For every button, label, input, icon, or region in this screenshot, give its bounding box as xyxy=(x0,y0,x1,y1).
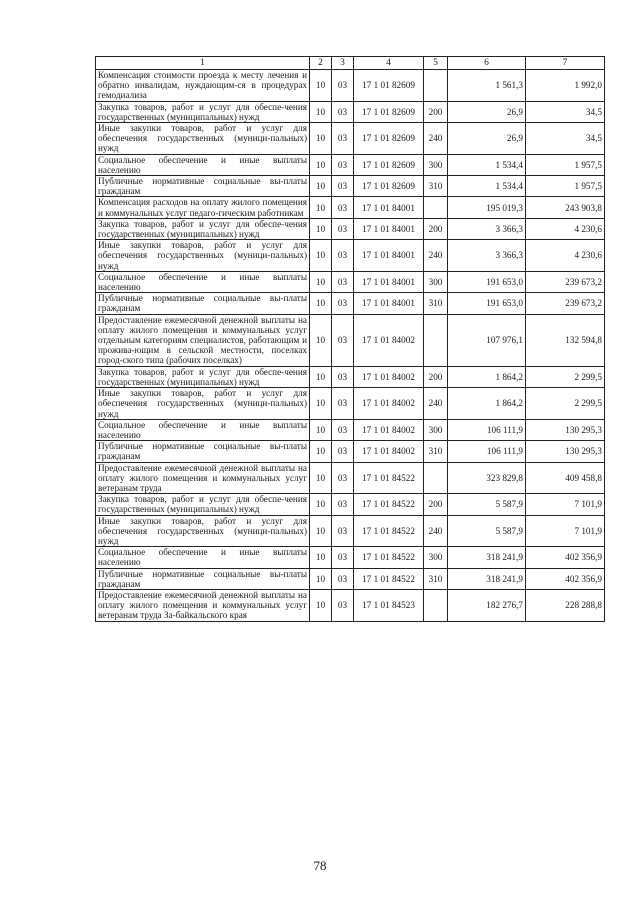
amount-cell: 182 276,7 xyxy=(448,589,526,621)
amount-cell: 228 288,8 xyxy=(526,589,605,621)
section-code-cell: 10 xyxy=(310,154,332,175)
expense-type-cell xyxy=(424,462,448,494)
table-row xyxy=(96,314,605,366)
amount-cell: 1 992,0 xyxy=(526,70,605,102)
section-code-cell: 10 xyxy=(310,441,332,462)
amount-cell: 4 230,6 xyxy=(526,218,605,239)
section-code-cell: 10 xyxy=(310,293,332,314)
table-row xyxy=(96,123,605,155)
section-code-cell: 10 xyxy=(310,101,332,122)
amount-cell: 239 673,2 xyxy=(526,293,605,314)
amount-cell: 130 295,3 xyxy=(526,419,605,440)
table-row xyxy=(96,366,605,387)
table-row xyxy=(96,176,605,197)
amount-cell: 1 561,3 xyxy=(448,70,526,102)
target-article-cell: 17 1 01 84522 xyxy=(354,515,424,547)
expense-name-cell: Публичные нормативные социальные вы-платы гражданам xyxy=(96,568,310,589)
subsection-code-cell: 03 xyxy=(332,271,354,292)
amount-cell: 191 653,0 xyxy=(448,271,526,292)
column-header: 1 xyxy=(96,57,310,70)
expense-type-cell: 240 xyxy=(424,123,448,155)
table-row xyxy=(96,240,605,272)
table-row xyxy=(96,547,605,568)
expense-type-cell: 310 xyxy=(424,293,448,314)
section-code-cell: 10 xyxy=(310,176,332,197)
amount-cell: 130 295,3 xyxy=(526,441,605,462)
target-article-cell: 17 1 01 84001 xyxy=(354,293,424,314)
expense-name-cell: Иные закупки товаров, работ и услуг для обеспечения государственных (муници-пальных) нужд xyxy=(96,388,310,420)
table-row xyxy=(96,441,605,462)
subsection-code-cell: 03 xyxy=(332,568,354,589)
amount-cell: 2 299,5 xyxy=(526,366,605,387)
subsection-code-cell: 03 xyxy=(332,218,354,239)
target-article-cell: 17 1 01 82609 xyxy=(354,101,424,122)
expense-name-cell: Предоставление ежемесячной денежной выплаты на оплату жилого помещения и коммунальных услуг отдельным категориям специалистов, работающим и прожива-ющим в сельской местности, поселках город-ского типа (рабочих поселках) xyxy=(96,314,310,366)
target-article-cell: 17 1 01 82609 xyxy=(354,123,424,155)
amount-cell: 1 534,4 xyxy=(448,176,526,197)
subsection-code-cell: 03 xyxy=(332,314,354,366)
section-code-cell: 10 xyxy=(310,589,332,621)
expense-type-cell: 310 xyxy=(424,441,448,462)
expense-type-cell: 240 xyxy=(424,515,448,547)
target-article-cell: 17 1 01 84002 xyxy=(354,314,424,366)
expense-name-cell: Компенсация расходов на оплату жилого помещения и коммунальных услуг педаго-гическим работникам xyxy=(96,197,310,218)
table-row xyxy=(96,462,605,494)
expense-type-cell: 300 xyxy=(424,271,448,292)
expense-type-cell: 300 xyxy=(424,154,448,175)
target-article-cell: 17 1 01 84001 xyxy=(354,271,424,292)
subsection-code-cell: 03 xyxy=(332,441,354,462)
amount-cell: 5 587,9 xyxy=(448,494,526,515)
amount-cell: 3 366,3 xyxy=(448,240,526,272)
subsection-code-cell: 03 xyxy=(332,494,354,515)
amount-cell: 106 111,9 xyxy=(448,419,526,440)
amount-cell: 243 903,8 xyxy=(526,197,605,218)
target-article-cell: 17 1 01 84002 xyxy=(354,419,424,440)
section-code-cell: 10 xyxy=(310,515,332,547)
expense-name-cell: Публичные нормативные социальные вы-платы гражданам xyxy=(96,293,310,314)
expense-name-cell: Закупка товаров, работ и услуг для обеспе-чения государственных (муниципальных) нужд xyxy=(96,101,310,122)
expense-type-cell: 240 xyxy=(424,240,448,272)
subsection-code-cell: 03 xyxy=(332,176,354,197)
expense-type-cell xyxy=(424,314,448,366)
expense-name-cell: Закупка товаров, работ и услуг для обеспе-чения государственных (муниципальных) нужд xyxy=(96,494,310,515)
expense-type-cell xyxy=(424,589,448,621)
target-article-cell: 17 1 01 82609 xyxy=(354,70,424,102)
expense-name-cell: Социальное обеспечение и иные выплаты населению xyxy=(96,271,310,292)
section-code-cell: 10 xyxy=(310,419,332,440)
expense-name-cell: Публичные нормативные социальные вы-платы гражданам xyxy=(96,441,310,462)
table-body xyxy=(96,70,605,622)
amount-cell: 26,9 xyxy=(448,101,526,122)
amount-cell: 26,9 xyxy=(448,123,526,155)
section-code-cell: 10 xyxy=(310,123,332,155)
amount-cell: 318 241,9 xyxy=(448,568,526,589)
amount-cell: 107 976,1 xyxy=(448,314,526,366)
subsection-code-cell: 03 xyxy=(332,388,354,420)
expense-name-cell: Социальное обеспечение и иные выплаты населению xyxy=(96,154,310,175)
amount-cell: 323 829,8 xyxy=(448,462,526,494)
expense-type-cell: 300 xyxy=(424,419,448,440)
expense-name-cell: Компенсация стоимости проезда к месту лечения и обратно инвалидам, нуждающим-ся в процедурах гемодиализа xyxy=(96,70,310,102)
amount-cell: 1 864,2 xyxy=(448,366,526,387)
table-row xyxy=(96,293,605,314)
amount-cell: 402 356,9 xyxy=(526,568,605,589)
amount-cell: 4 230,6 xyxy=(526,240,605,272)
table-row xyxy=(96,494,605,515)
expense-type-cell xyxy=(424,197,448,218)
target-article-cell: 17 1 01 84001 xyxy=(354,197,424,218)
target-article-cell: 17 1 01 84522 xyxy=(354,494,424,515)
subsection-code-cell: 03 xyxy=(332,101,354,122)
subsection-code-cell: 03 xyxy=(332,589,354,621)
amount-cell: 5 587,9 xyxy=(448,515,526,547)
column-header: 4 xyxy=(354,57,424,70)
section-code-cell: 10 xyxy=(310,197,332,218)
target-article-cell: 17 1 01 82609 xyxy=(354,154,424,175)
section-code-cell: 10 xyxy=(310,70,332,102)
column-header: 5 xyxy=(424,57,448,70)
amount-cell: 402 356,9 xyxy=(526,547,605,568)
section-code-cell: 10 xyxy=(310,366,332,387)
expense-type-cell: 200 xyxy=(424,366,448,387)
expense-type-cell: 240 xyxy=(424,388,448,420)
amount-cell: 409 458,8 xyxy=(526,462,605,494)
expense-type-cell: 200 xyxy=(424,494,448,515)
amount-cell: 2 299,5 xyxy=(526,388,605,420)
target-article-cell: 17 1 01 84002 xyxy=(354,441,424,462)
subsection-code-cell: 03 xyxy=(332,366,354,387)
document-page xyxy=(95,56,604,622)
table-row xyxy=(96,388,605,420)
subsection-code-cell: 03 xyxy=(332,240,354,272)
section-code-cell: 10 xyxy=(310,271,332,292)
subsection-code-cell: 03 xyxy=(332,197,354,218)
amount-cell: 1 864,2 xyxy=(448,388,526,420)
target-article-cell: 17 1 01 84522 xyxy=(354,547,424,568)
column-header: 7 xyxy=(526,57,605,70)
expense-name-cell: Социальное обеспечение и иные выплаты населению xyxy=(96,547,310,568)
expense-type-cell: 300 xyxy=(424,547,448,568)
target-article-cell: 17 1 01 84001 xyxy=(354,218,424,239)
expense-name-cell: Социальное обеспечение и иные выплаты населению xyxy=(96,419,310,440)
amount-cell: 1 957,5 xyxy=(526,154,605,175)
section-code-cell: 10 xyxy=(310,314,332,366)
amount-cell: 106 111,9 xyxy=(448,441,526,462)
section-code-cell: 10 xyxy=(310,568,332,589)
column-header: 3 xyxy=(332,57,354,70)
amount-cell: 7 101,9 xyxy=(526,494,605,515)
target-article-cell: 17 1 01 82609 xyxy=(354,176,424,197)
target-article-cell: 17 1 01 84001 xyxy=(354,240,424,272)
amount-cell: 239 673,2 xyxy=(526,271,605,292)
section-code-cell: 10 xyxy=(310,494,332,515)
column-header: 6 xyxy=(448,57,526,70)
amount-cell: 195 019,3 xyxy=(448,197,526,218)
subsection-code-cell: 03 xyxy=(332,154,354,175)
section-code-cell: 10 xyxy=(310,218,332,239)
expense-name-cell: Закупка товаров, работ и услуг для обеспе-чения государственных (муниципальных) нужд xyxy=(96,218,310,239)
target-article-cell: 17 1 01 84523 xyxy=(354,589,424,621)
table-row xyxy=(96,271,605,292)
section-code-cell: 10 xyxy=(310,388,332,420)
expense-name-cell: Иные закупки товаров, работ и услуг для обеспечения государственных (муници-пальных) нужд xyxy=(96,123,310,155)
amount-cell: 191 653,0 xyxy=(448,293,526,314)
target-article-cell: 17 1 01 84002 xyxy=(354,366,424,387)
amount-cell: 318 241,9 xyxy=(448,547,526,568)
subsection-code-cell: 03 xyxy=(332,123,354,155)
amount-cell: 132 594,8 xyxy=(526,314,605,366)
amount-cell: 3 366,3 xyxy=(448,218,526,239)
table-row xyxy=(96,70,605,102)
amount-cell: 34,5 xyxy=(526,123,605,155)
target-article-cell: 17 1 01 84522 xyxy=(354,462,424,494)
amount-cell: 1 957,5 xyxy=(526,176,605,197)
expense-type-cell: 200 xyxy=(424,218,448,239)
table-row xyxy=(96,197,605,218)
expense-name-cell: Предоставление ежемесячной денежной выплаты на оплату жилого помещения и коммунальных услуг ветеранам труда За-байкальского края xyxy=(96,589,310,621)
table-row xyxy=(96,154,605,175)
expense-type-cell xyxy=(424,70,448,102)
table-row xyxy=(96,419,605,440)
section-code-cell: 10 xyxy=(310,462,332,494)
expense-name-cell: Предоставление ежемесячной денежной выплаты на оплату жилого помещения и коммунальных услуг ветеранам труда xyxy=(96,462,310,494)
target-article-cell: 17 1 01 84002 xyxy=(354,388,424,420)
subsection-code-cell: 03 xyxy=(332,462,354,494)
expense-name-cell: Иные закупки товаров, работ и услуг для обеспечения государственных (муници-пальных) нужд xyxy=(96,240,310,272)
column-header: 2 xyxy=(310,57,332,70)
amount-cell: 1 534,4 xyxy=(448,154,526,175)
expense-type-cell: 310 xyxy=(424,176,448,197)
subsection-code-cell: 03 xyxy=(332,70,354,102)
header-row xyxy=(96,57,605,70)
amount-cell: 7 101,9 xyxy=(526,515,605,547)
table-row xyxy=(96,589,605,621)
expense-name-cell: Иные закупки товаров, работ и услуг для обеспечения государственных (муници-пальных) нужд xyxy=(96,515,310,547)
table-row xyxy=(96,101,605,122)
amount-cell: 34,5 xyxy=(526,101,605,122)
page-number: 78 xyxy=(313,858,327,873)
table-row xyxy=(96,218,605,239)
subsection-code-cell: 03 xyxy=(332,293,354,314)
expense-type-cell: 200 xyxy=(424,101,448,122)
subsection-code-cell: 03 xyxy=(332,547,354,568)
subsection-code-cell: 03 xyxy=(332,419,354,440)
table-row xyxy=(96,568,605,589)
target-article-cell: 17 1 01 84522 xyxy=(354,568,424,589)
section-code-cell: 10 xyxy=(310,240,332,272)
section-code-cell: 10 xyxy=(310,547,332,568)
expense-type-cell: 310 xyxy=(424,568,448,589)
table-row xyxy=(96,515,605,547)
expense-name-cell: Публичные нормативные социальные вы-платы гражданам xyxy=(96,176,310,197)
subsection-code-cell: 03 xyxy=(332,515,354,547)
budget-table xyxy=(95,56,605,622)
expense-name-cell: Закупка товаров, работ и услуг для обеспе-чения государственных (муниципальных) нужд xyxy=(96,366,310,387)
